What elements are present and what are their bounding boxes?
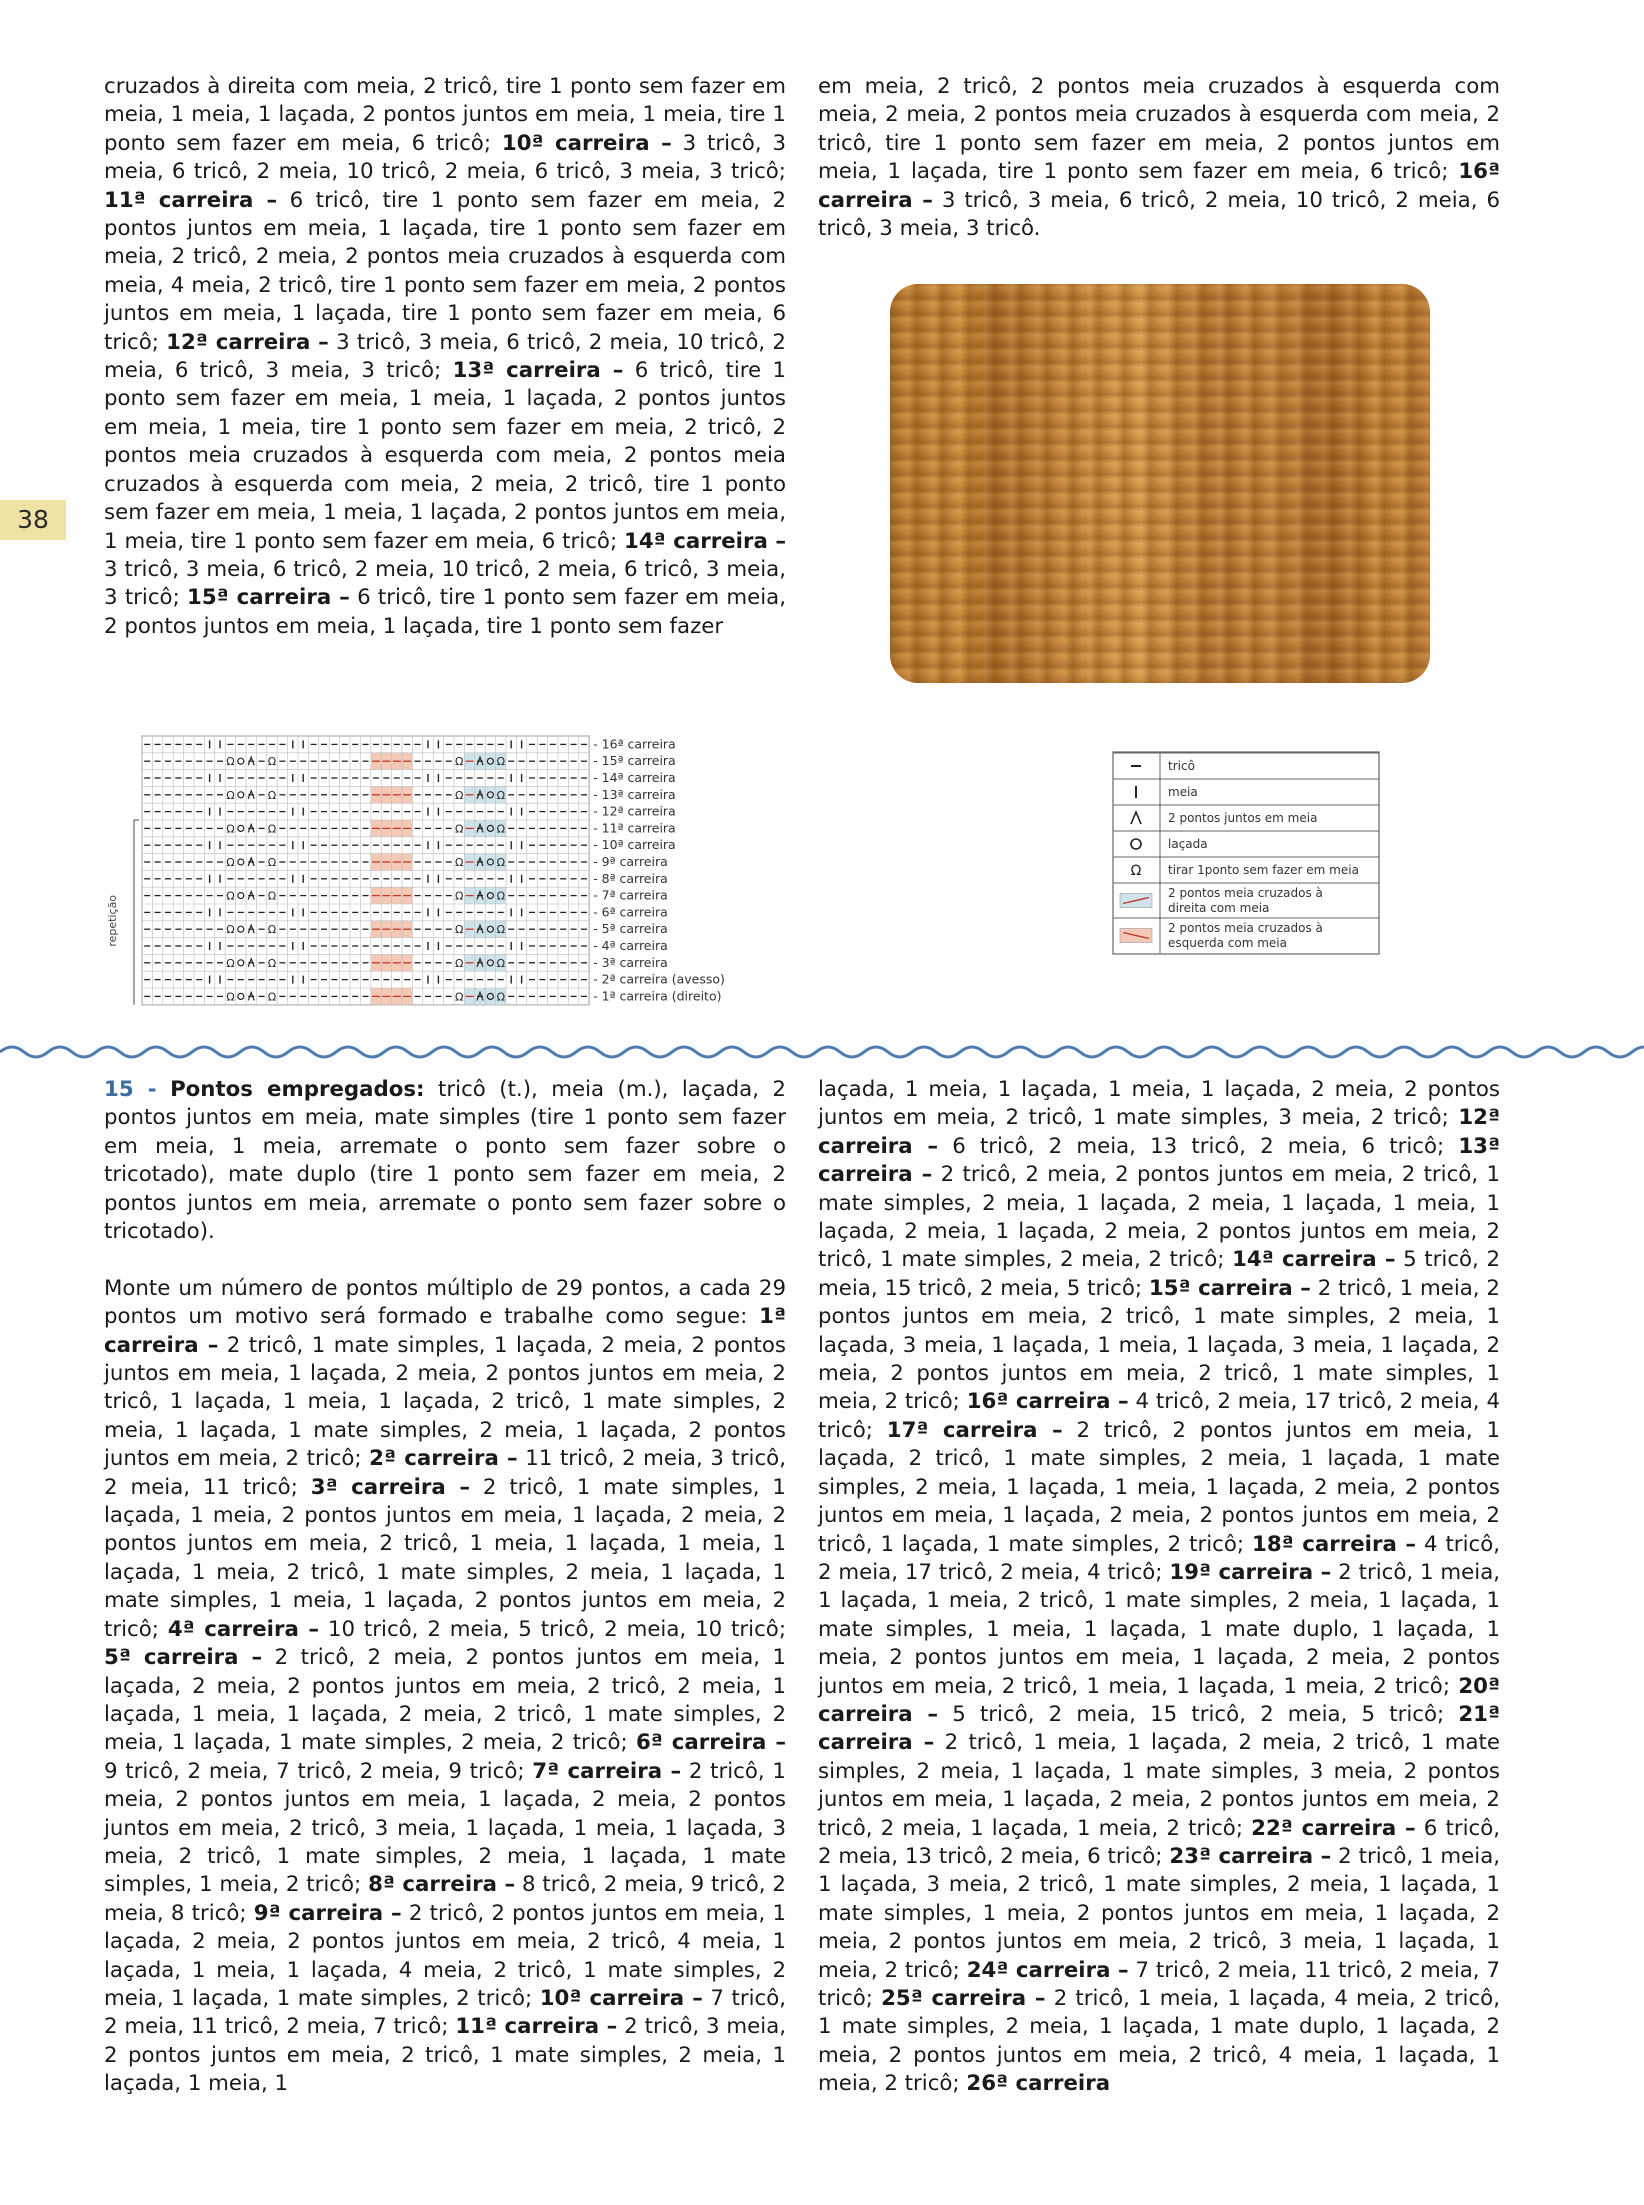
tirar-mark: Ω <box>454 956 464 970</box>
tirar-mark: Ω <box>226 956 235 970</box>
tirar-mark: Ω <box>267 822 277 836</box>
tirar-mark: Ω <box>454 990 464 1004</box>
row-label: - 8ª carreira <box>593 870 668 886</box>
tirar-mark: Ω <box>267 856 277 869</box>
tirar-symbol: Ω <box>1130 863 1142 879</box>
row-label: - 9ª carreira <box>593 854 668 869</box>
tirar-mark: Ω <box>496 755 506 769</box>
tirar-mark: Ω <box>496 990 506 1004</box>
row-label: - 14ª carreira <box>593 770 676 785</box>
tirar-mark: Ω <box>226 856 235 869</box>
row-label: - 13ª carreira <box>593 786 676 802</box>
knitted-swatch-photo <box>890 284 1430 683</box>
row-label: - 3ª carreira <box>593 954 668 970</box>
tirar-mark: Ω <box>454 788 464 802</box>
tirar-mark: Ω <box>496 889 506 903</box>
tirar-mark: Ω <box>496 956 506 970</box>
legend-table <box>1112 751 1382 961</box>
tirar-mark: Ω <box>226 822 235 836</box>
row-label: - 1ª carreira (direito) <box>593 988 722 1004</box>
top-right-column <box>818 73 1500 243</box>
tirar-mark: Ω <box>267 788 277 802</box>
tirar-mark: Ω <box>496 856 506 869</box>
row-label: - 7ª carreira <box>593 887 668 903</box>
row-label: - 5ª carreira <box>593 921 668 937</box>
row-label: - 2ª carreira (avesso) <box>593 971 725 987</box>
row-label: - 12ª carreira <box>593 803 676 819</box>
tirar-mark: Ω <box>267 990 277 1004</box>
chart-grid <box>104 728 784 1008</box>
section-15-body-right: laçada, 1 meia, 1 laçada, 1 meia, 1 laçada, 2 meia, 2 pontos juntos em meia, 2 tricô, 1 mate simples, 3 meia, 2 tricô; 12ª carreira – 6 tricô, 2 meia, 13 tricô, 2 meia, 6 tricô; 13ª carreira – 2 tricô, 2 meia, 2 pontos juntos em meia, 2 tricô, 1 mate simples, 2 meia, 1 laçada, 2 meia, 1 laçada, 1 meia, 1 laçada, 2 meia, 1 laçada, 2 meia, 2 pontos juntos em meia, 2 tricô, 1 mate simples, 2 meia, 2 tricô; 14ª carreira – 5 tricô, 2 meia, 15 tricô, 2 meia, 5 tricô; 15ª carreira – 2 tricô, 1 meia, 2 pontos juntos em meia, 2 tricô, 1 mate simples, 2 meia, 1 laçada, 3 meia, 1 laçada, 1 meia, 1 laçada, 3 meia, 1 laçada, 2 meia, 2 pontos juntos em meia, 2 tricô, 1 mate simples, 1 meia, 2 tricô; 16ª carreira – 4 tricô, 2 meia, 17 tricô, 2 meia, 4 tricô; 17ª carreira – 2 tricô, 2 pontos juntos em meia, 1 laçada, 2 tricô, 1 mate simples, 2 meia, 1 laçada, 1 mate simples, 2 meia, 1 laçada, 1 meia, 1 laçada, 2 meia, 2 pontos juntos em meia, 1 laçada, 2 meia, 2 pontos juntos em meia, 2 tricô, 1 laçada, 1 mate simples, 2 tricô; 18ª carreira – 4 tricô, 2 meia, 17 tricô, 2 meia, 4 tricô; 19ª carreira – 2 tricô, 1 meia, 1 laçada, 1 meia, 2 tricô, 1 mate simples, 2 meia, 1 laçada, 1 mate simples, 1 meia, 1 laçada, 1 mate duplo, 1 laçada, 1 meia, 2 pontos juntos em meia, 1 laçada, 2 meia, 2 pontos juntos em meia, 2 tricô, 1 meia, 1 laçada, 1 meia, 2 tricô; 20ª carreira – 5 tricô, 2 meia, 15 tricô, 2 meia, 5 tricô; 21ª carreira – 2 tricô, 1 meia, 1 laçada, 2 meia, 2 tricô, 1 mate simples, 2 meia, 1 laçada, 1 mate simples, 3 meia, 2 pontos juntos em meia, 1 laçada, 2 meia, 2 pontos juntos em meia, 2 tricô, 2 meia, 1 laçada, 1 meia, 2 tricô; 22ª carreira – 6 tricô, 2 meia, 13 tricô, 2 meia, 6 tricô; 23ª carreira – 2 tricô, 1 meia, 1 laçada, 3 meia, 2 tricô, 1 mate simples, 2 meia, 1 laçada, 1 mate simples, 1 meia, 2 pontos juntos em meia, 1 laçada, 2 meia, 2 pontos juntos em meia, 2 tricô, 3 meia, 1 laçada, 1 meia, 2 tricô; 24ª carreira – 7 tricô, 2 meia, 11 tricô, 2 meia, 7 tricô; 25ª carreira – 2 tricô, 1 meia, 1 laçada, 4 meia, 2 tricô, 1 mate simples, 2 meia, 1 laçada, 1 mate duplo, 1 laçada, 2 meia, 2 pontos juntos em meia, 2 tricô, 4 meia, 1 laçada, 1 meia, 2 tricô; 26ª carreira <box>818 1077 1501 2097</box>
tirar-mark: Ω <box>267 923 277 937</box>
legend-label: meia <box>1168 785 1198 799</box>
tirar-mark: Ω <box>267 956 277 970</box>
legend-label: laçada <box>1168 837 1208 851</box>
tirar-mark: Ω <box>226 755 235 769</box>
tirar-mark: Ω <box>496 923 506 937</box>
tirar-mark: Ω <box>454 856 464 869</box>
section-15-materials: Pontos empregados: tricô (t.), meia (m.), laçada, 2 pontos juntos em meia, mate simples (tire 1 ponto sem fazer em meia, 1 meia, arremate o ponto sem fazer sobre o tricotado), mate duplo (tire 1 ponto sem fazer em meia, 2 pontos juntos em meia, arremate o ponto sem fazer sobre o tricotado). <box>104 1077 786 1245</box>
instructions-continued-right: em meia, 2 tricô, 2 pontos meia cruzados à esquerda com meia, 2 meia, 2 pontos meia cruzados à esquerda com meia, 2 tricô, tire 1 ponto sem fazer em meia, 2 pontos juntos em meia, 1 laçada, tire 1 ponto sem fazer em meia, 6 tricô; 16ª carreira – 3 tricô, 3 meia, 6 tricô, 2 meia, 10 tricô, 2 meia, 6 tricô, 3 meia, 3 tricô. <box>818 74 1500 242</box>
legend-label: 2 pontos meia cruzados à esquerda com meia <box>1168 921 1323 950</box>
tirar-mark: Ω <box>226 889 235 903</box>
tirar-mark: Ω <box>454 755 464 769</box>
tirar-mark: Ω <box>226 923 235 937</box>
legend-label: tricô <box>1168 759 1195 773</box>
tirar-mark: Ω <box>454 923 464 937</box>
tirar-mark: Ω <box>496 788 506 802</box>
section-15-right-column <box>818 1076 1500 2099</box>
tirar-mark: Ω <box>454 889 464 903</box>
knitting-chart <box>104 728 784 1008</box>
top-left-column <box>104 73 786 641</box>
row-label: - 6ª carreira <box>593 904 668 920</box>
tirar-mark: Ω <box>454 822 464 836</box>
section-15-intro <box>104 1076 786 1246</box>
tirar-mark: Ω <box>226 788 235 802</box>
tirar-mark: Ω <box>496 822 506 836</box>
section-number: 15 - <box>104 1077 157 1102</box>
row-label: - 16ª carreira <box>593 736 676 752</box>
instructions-continued-left: cruzados à direita com meia, 2 tricô, tire 1 ponto sem fazer em meia, 1 meia, 1 laçada, 2 pontos juntos em meia, 1 meia, tire 1 ponto sem fazer em meia, 6 tricô; 10ª carreira – 3 tricô, 3 meia, 6 tricô, 2 meia, 10 tricô, 2 meia, 6 tricô, 3 meia, 3 tricô; 11ª carreira – 6 tricô, tire 1 ponto sem fazer em meia, 2 pontos juntos em meia, 1 laçada, tire 1 ponto sem fazer em meia, 2 tricô, 2 meia, 2 pontos meia cruzados à esquerda com meia, 4 meia, 2 tricô, tire 1 ponto sem fazer em meia, 2 pontos juntos em meia, 1 laçada, tire 1 ponto sem fazer em meia, 6 tricô; 12ª carreira – 3 tricô, 3 meia, 6 tricô, 2 meia, 10 tricô, 2 meia, 6 tricô, 3 meia, 3 tricô; 13ª carreira – 6 tricô, tire 1 ponto sem fazer em meia, 1 meia, 1 laçada, 2 pontos juntos em meia, 1 meia, tire 1 ponto sem fazer em meia, 2 tricô, 2 pontos meia cruzados à esquerda com meia, 2 pontos meia cruzados à esquerda com meia, 2 meia, 2 tricô, tire 1 ponto sem fazer em meia, 1 meia, 1 laçada, 2 pontos juntos em meia, 1 meia, tire 1 ponto sem fazer em meia, 6 tricô; 14ª carreira – 3 tricô, 3 meia, 6 tricô, 2 meia, 10 tricô, 2 meia, 6 tricô, 3 meia, 3 tricô; 15ª carreira – 6 tricô, tire 1 ponto sem fazer em meia, 2 pontos juntos em meia, 1 laçada, tire 1 ponto sem fazer <box>104 74 787 639</box>
page-number: 38 <box>0 500 66 540</box>
legend-label: tirar 1ponto sem fazer em meia <box>1168 863 1359 877</box>
section-15-body-left: Monte um número de pontos múltiplo de 29 pontos, a cada 29 pontos um motivo será formado e trabalhe como segue: 1ª carreira – 2 tricô, 1 mate simples, 1 laçada, 2 meia, 2 pontos juntos em meia, 1 laçada, 2 meia, 2 pontos juntos em meia, 2 tricô, 1 laçada, 1 meia, 1 laçada, 2 tricô, 1 mate simples, 2 meia, 1 laçada, 1 mate simples, 2 meia, 1 laçada, 2 pontos juntos em meia, 2 tricô; 2ª carreira – 11 tricô, 2 meia, 3 tricô, 2 meia, 11 tricô; 3ª carreira – 2 tricô, 1 mate simples, 1 laçada, 1 meia, 2 pontos juntos em meia, 1 laçada, 2 meia, 2 pontos juntos em meia, 2 tricô, 1 meia, 1 laçada, 1 meia, 1 laçada, 1 meia, 2 tricô, 1 mate simples, 2 meia, 1 laçada, 1 mate simples, 1 meia, 1 laçada, 2 pontos juntos em meia, 2 tricô; 4ª carreira – 10 tricô, 2 meia, 5 tricô, 2 meia, 10 tricô; 5ª carreira – 2 tricô, 2 meia, 2 pontos juntos em meia, 1 laçada, 2 meia, 2 pontos juntos em meia, 2 tricô, 2 meia, 1 laçada, 1 meia, 1 laçada, 2 meia, 2 tricô, 1 mate simples, 2 meia, 1 laçada, 1 mate simples, 2 meia, 2 tricô; 6ª carreira – 9 tricô, 2 meia, 7 tricô, 2 meia, 9 tricô; 7ª carreira – 2 tricô, 1 meia, 2 pontos juntos em meia, 1 laçada, 2 meia, 2 pontos juntos em meia, 2 tricô, 3 meia, 1 laçada, 1 meia, 1 laçada, 3 meia, 2 tricô, 1 mate simples, 2 meia, 1 laçada, 1 mate simples, 1 meia, 2 tricô; 8ª carreira – 8 tricô, 2 meia, 9 tricô, 2 meia, 8 tricô; 9ª carreira – 2 tricô, 2 pontos juntos em meia, 1 laçada, 2 meia, 2 pontos juntos em meia, 2 tricô, 4 meia, 1 laçada, 1 meia, 1 laçada, 4 meia, 2 tricô, 1 mate simples, 2 meia, 1 laçada, 1 mate simples, 2 tricô; 10ª carreira – 7 tricô, 2 meia, 11 tricô, 2 meia, 7 tricô; 11ª carreira – 2 tricô, 3 meia, 2 pontos juntos em meia, 2 tricô, 1 mate simples, 2 meia, 1 laçada, 1 meia, 1 <box>104 1275 787 2097</box>
tirar-mark: Ω <box>267 755 277 769</box>
section-15-left-column <box>104 1076 786 2099</box>
legend-label: 2 pontos juntos em meia <box>1168 811 1318 825</box>
tirar-mark: Ω <box>267 889 277 903</box>
row-label: - 4ª carreira <box>593 938 668 953</box>
stitch-legend <box>1112 751 1382 961</box>
legend-label: 2 pontos meia cruzados à direita com meia <box>1168 886 1323 915</box>
wave-divider <box>0 1040 1644 1064</box>
repeat-label: repetição <box>106 894 119 947</box>
row-label: - 11ª carreira <box>593 820 676 836</box>
row-label: - 15ª carreira <box>593 753 676 769</box>
row-label: - 10ª carreira <box>593 837 676 853</box>
tirar-mark: Ω <box>226 990 235 1004</box>
